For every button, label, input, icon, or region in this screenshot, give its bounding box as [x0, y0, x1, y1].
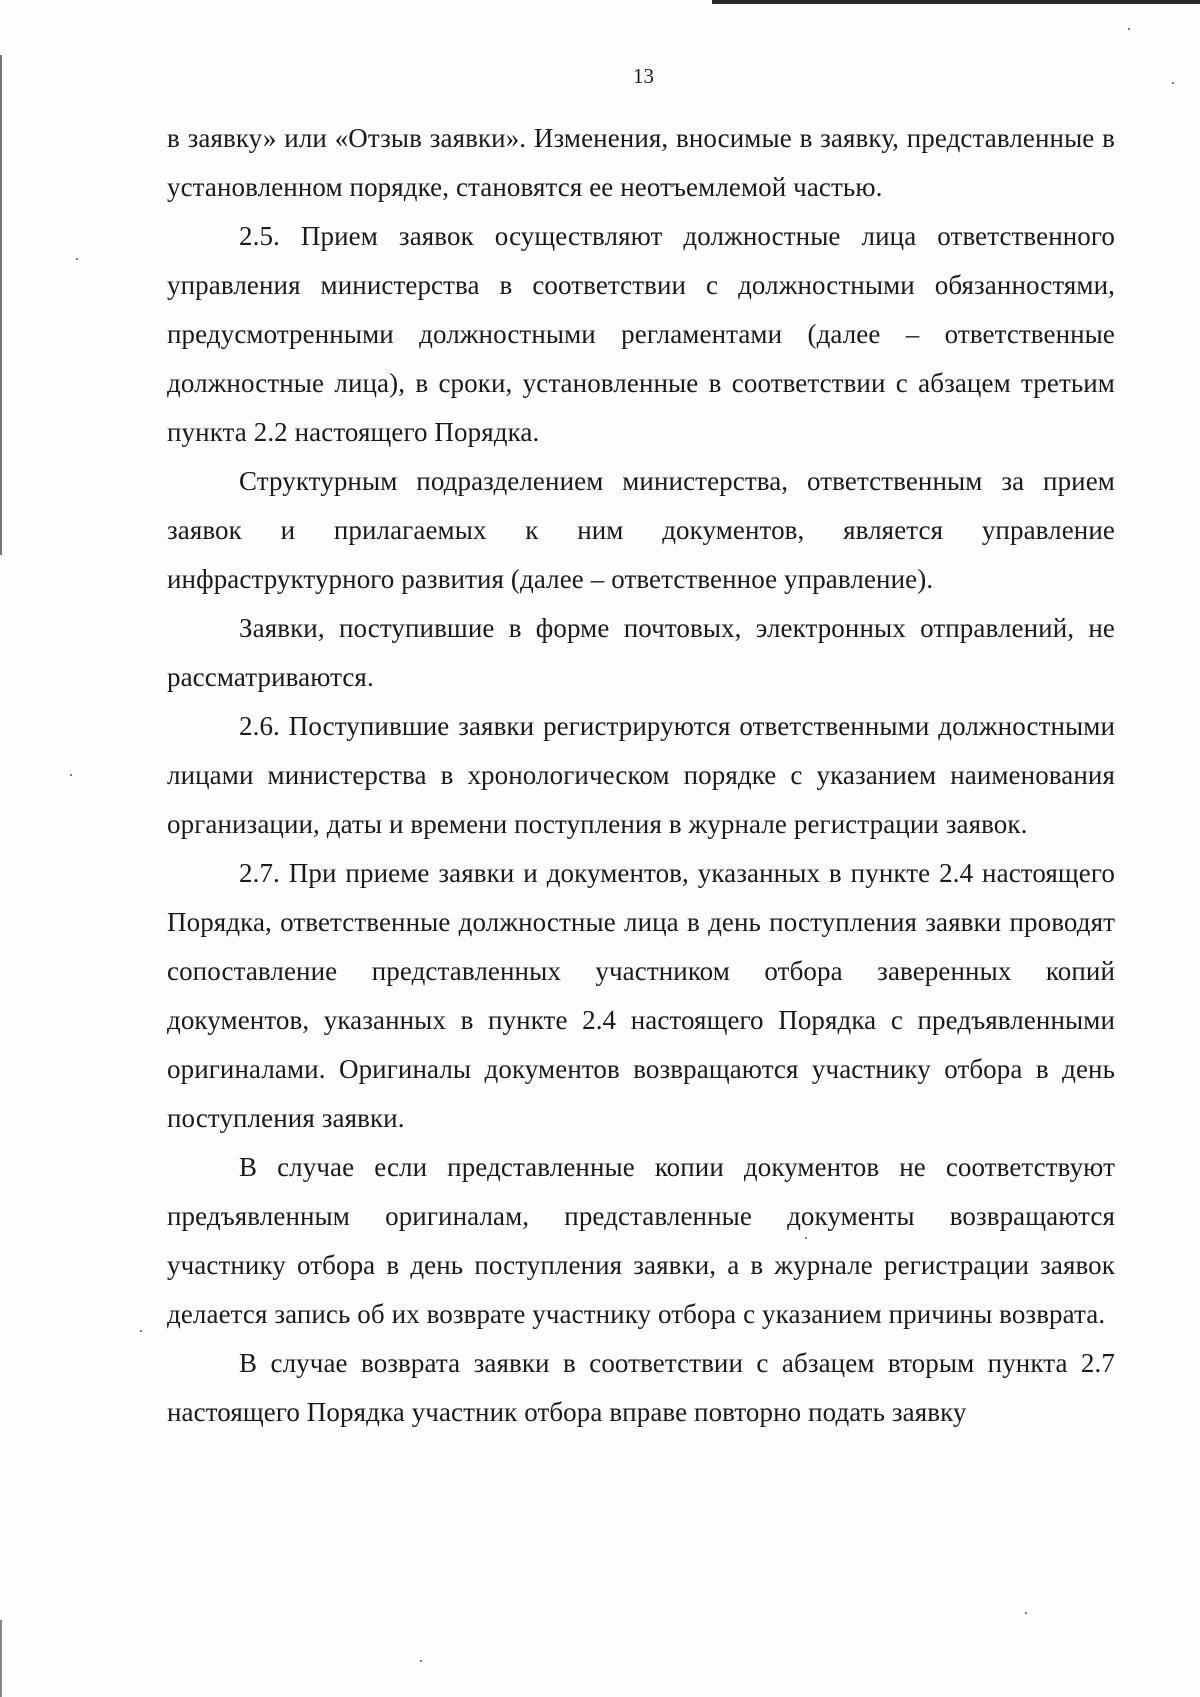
paragraph-2-7: 2.7. При приеме заявки и документов, указанных в пункте 2.4 настоящего Порядка, ответственные должностные лица в день поступления заявки проводят сопоставление представленных участником отбора заверенных копий документов, указанных в пункте 2.4 настоящего Порядка с предъявленными оригиналами. Оригиналы документов возвращаются участнику отбора в день поступления заявки.: [167, 858, 1115, 1133]
paragraph-structural-unit: Структурным подразделением министерства, ответственным за прием заявок и прилагаемых к ним документов, является управление инфраструктурного развития (далее – ответственное управление).: [167, 466, 1115, 594]
scan-speck: [1128, 28, 1130, 30]
paragraph-continuation: в заявку» или «Отзыв заявки». Изменения, вносимые в заявку, представленные в установленном порядке, становятся ее неотъемлемой частью.: [167, 123, 1115, 202]
scan-speck: [70, 774, 72, 776]
paragraph-copies-mismatch: В случае если представленные копии документов не соответствуют предъявленным оригиналам, представленные документы возвращаются участнику отбора в день поступления заявки, а в журнале регистрации заявок делается запись об их возврате участнику отбора с указанием причины возврата.: [167, 1152, 1115, 1329]
paragraph-2-6: 2.6. Поступившие заявки регистрируются ответственными должностными лицами министерства в хронологическом порядке с указанием наименования организации, даты и времени поступления в журнале регистрации заявок.: [167, 711, 1115, 839]
scan-speck: [805, 1237, 807, 1239]
scan-edge-top: [712, 0, 1200, 4]
paragraph-resubmission: В случае возврата заявки в соответствии с абзацем вторым пункта 2.7 настоящего Порядка участник отбора вправе повторно подать заявку: [167, 1348, 1115, 1427]
scan-edge-left-lower: [0, 1620, 2, 1697]
paragraph-postal-applications: Заявки, поступившие в форме почтовых, электронных отправлений, не рассматриваются.: [167, 613, 1115, 692]
document-body: [167, 114, 1115, 1437]
scan-speck: [76, 258, 78, 260]
scan-edge-left: [0, 55, 2, 555]
paragraph-2-5: 2.5. Прием заявок осуществляют должностные лица ответственного управления министерства в соответствии с должностными обязанностями, предусмотренными должностными регламентами (далее – ответственные должностные лица), в сроки, установленные в соответствии с абзацем третьим пункта 2.2 настоящего Порядка.: [167, 221, 1115, 447]
scan-speck: [1025, 1612, 1027, 1614]
scan-speck: [420, 1660, 422, 1662]
page-number: 13: [633, 64, 654, 88]
scan-speck: [1172, 82, 1174, 84]
scan-speck: [140, 1330, 142, 1332]
